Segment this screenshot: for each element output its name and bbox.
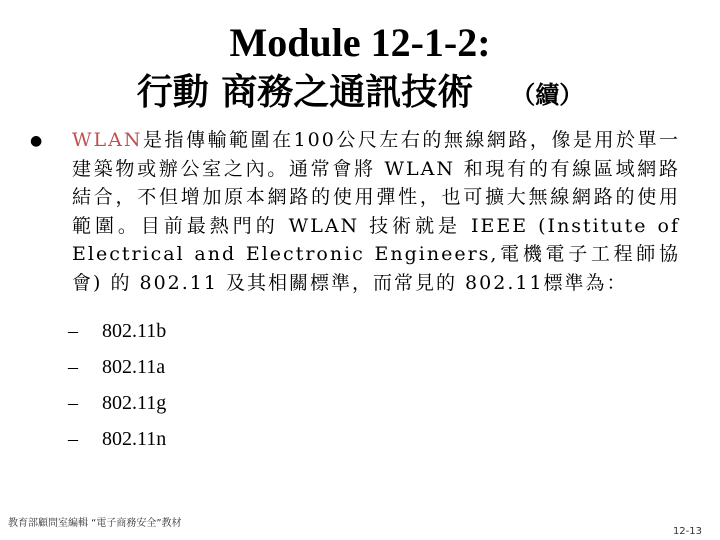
- title-continued: （續）: [511, 80, 584, 109]
- dash-icon: –: [68, 391, 78, 414]
- page-number: 12-13: [672, 526, 702, 537]
- wlan-highlight: WLAN: [72, 129, 143, 151]
- standards-list: [68, 313, 166, 457]
- list-item: [68, 385, 166, 421]
- footer-credit: 教育部顧問室編輯 “電子商務安全”教材: [8, 518, 182, 529]
- slide-title: [0, 20, 720, 117]
- list-item: [68, 421, 166, 457]
- title-topic: [0, 70, 720, 117]
- title-topic-text: 行動 商務之通訊技術: [136, 71, 474, 113]
- bullet-dot-icon: ●: [30, 133, 43, 149]
- standard-label: 802.11g: [102, 391, 167, 414]
- bullet-body: 是指傳輸範圍在100公尺左右的無線網路，像是用於單一建築物或辦公室之內。通常會將 WLAN 和現有的有線區域網路結合，不但增加原本網路的使用彈性，也可擴大無線網路的使用範圍。目前最熱門的 WLAN 技術就是 IEEE (Institute of Electrical and Electronic Engineers,電機電子工程師協會) 的 802.11 及其相關標準，而常見的 802.11標準為：: [72, 129, 680, 294]
- standard-label: 802.11n: [102, 427, 167, 450]
- dash-icon: –: [68, 427, 78, 450]
- standard-label: 802.11b: [102, 319, 167, 342]
- bullet-block: [30, 126, 680, 297]
- title-module: Module 12-1-2:: [229, 20, 491, 65]
- list-item: [68, 313, 166, 349]
- dash-icon: –: [68, 355, 78, 378]
- standard-label: 802.11a: [102, 355, 166, 378]
- list-item: [68, 349, 166, 385]
- dash-icon: –: [68, 319, 78, 342]
- bullet-text: [72, 126, 680, 297]
